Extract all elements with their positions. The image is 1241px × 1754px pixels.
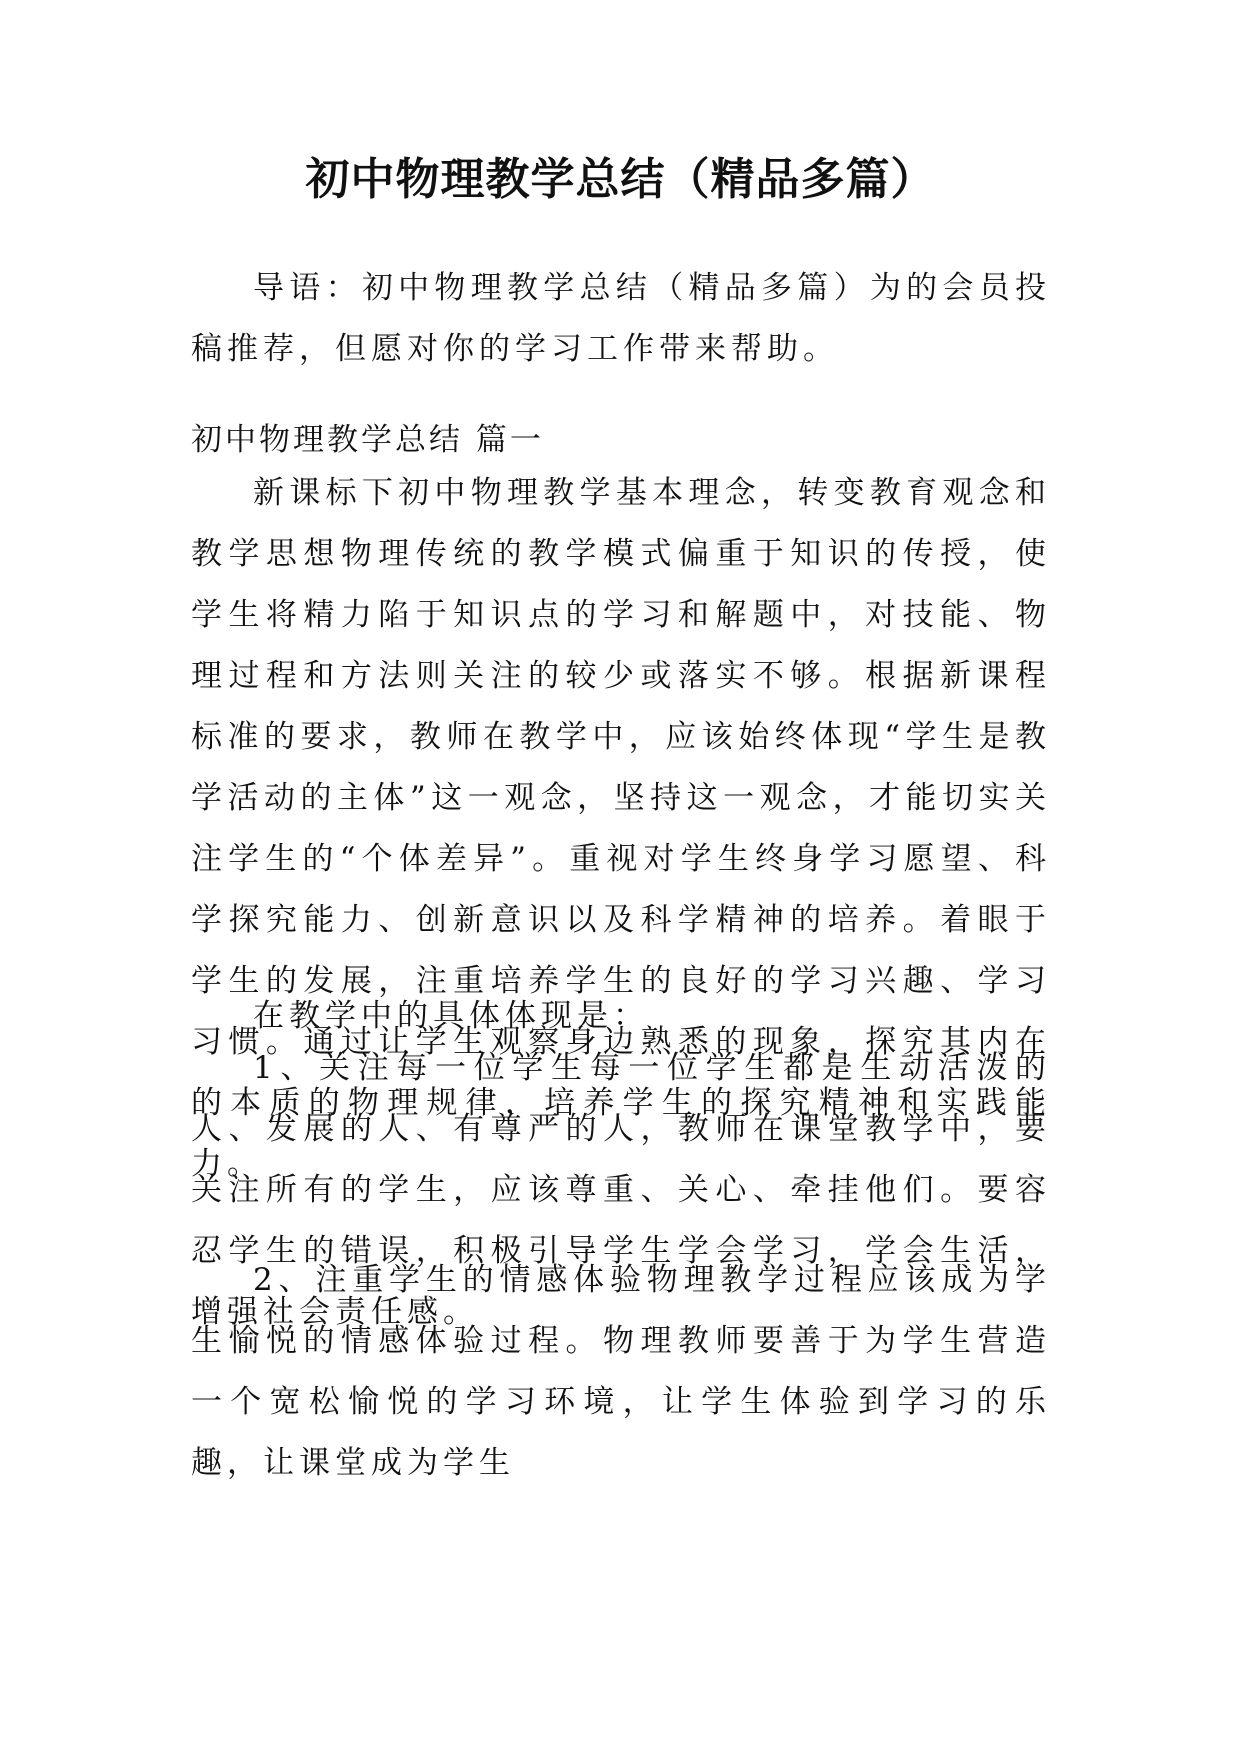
body-paragraph: 1、关注每一位学生每一位学生都是生动活泼的人、发展的人、有尊严的人，教师在课堂教学中，要关注所有的学生，应该尊重、关心、牵挂他们。要容忍学生的错误，积极引导学生学会学习，学会生活，增强社会责任感。 [191,1050,1051,1330]
intro-paragraph: 导语：初中物理教学总结（精品多篇）为的会员投稿推荐，但愿对你的学习工作带来帮助。 [191,270,1051,367]
body-paragraph: 在教学中的具体体现是： [253,998,649,1034]
section-heading: 初中物理教学总结 篇一 [191,422,544,458]
body-paragraph: 2、注重学生的情感体验物理教学过程应该成为学生愉悦的情感体验过程。物理教师要善于为学生营造一个宽松愉悦的学习环境，让学生体验到学习的乐趣，让课堂成为学生 [191,1262,1051,1481]
body-paragraph: 新课标下初中物理教学基本理念，转变教育观念和教学思想物理传统的教学模式偏重于知识的传授，使学生将精力陷于知识点的学习和解题中，对技能、物理过程和方法则关注的较少或落实不够。根据新课程标准的要求，教师在教学中，应该始终体现“学生是教学活动的主体”这一观念，坚持这一观念，才能切实关注学生的“个体差异”。重视对学生终身学习愿望、科学探究能力、创新意识以及科学精神的培养。着眼于学生的发展，注重培养学生的良好的学习兴趣、学习习惯。通过让学生观察身边熟悉的现象，探究其内在的本质的物理规律，培养学生的探究精神和实践能力。 [191,475,1051,1182]
document-title: 初中物理教学总结（精品多篇） [305,154,936,205]
